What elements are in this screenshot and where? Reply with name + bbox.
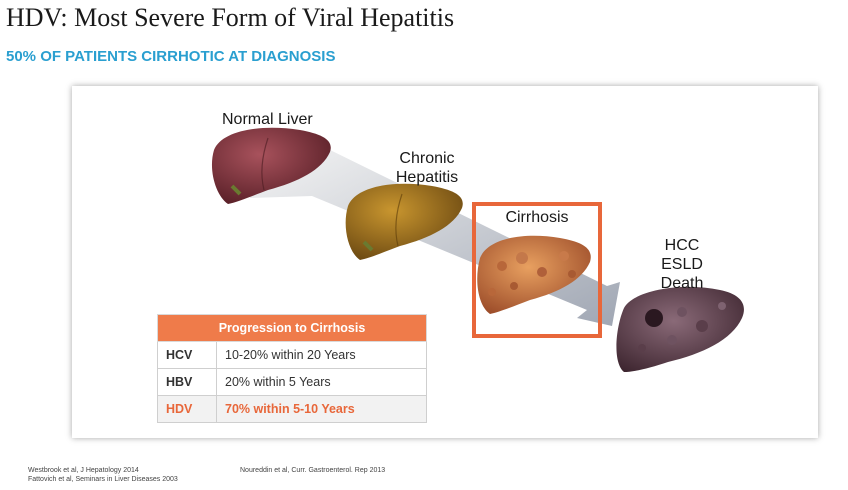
table-row	[158, 342, 427, 369]
slide-title: HDV: Most Severe Form of Viral Hepatitis	[6, 3, 455, 32]
reference-line: Noureddin et al, Curr. Gastroenterol. Rep 2013	[240, 467, 386, 474]
table-cell-virus: HCV	[158, 342, 217, 369]
references-left	[28, 466, 178, 484]
slide-subtitle: 50% OF PATIENTS CIRRHOTIC AT DIAGNOSIS	[6, 48, 336, 65]
progression-table	[157, 314, 427, 423]
progression-table-header: Progression to Cirrhosis	[158, 315, 427, 342]
references-right	[240, 466, 385, 475]
table-row	[158, 369, 427, 396]
stage-label-normal: Normal Liver	[222, 111, 313, 128]
reference-line: Fattovich et al, Seminars in Liver Diseases 2003	[28, 476, 178, 483]
stage-label-end-line3: Death	[660, 275, 704, 292]
stage-label-chronic-line1: Chronic	[399, 150, 455, 167]
table-cell-rate: 10-20% within 20 Years	[217, 342, 427, 369]
stage-label-chronic-line2: Hepatitis	[395, 169, 459, 186]
liver-progression-panel	[72, 86, 818, 438]
table-row-highlight	[158, 396, 427, 423]
stage-label-chronic	[387, 149, 467, 187]
end-stage-liver-image	[616, 287, 744, 372]
stage-label-cirrhosis: Cirrhosis	[505, 209, 569, 226]
stage-label-end-line1: HCC	[664, 237, 700, 254]
stage-label-end	[652, 236, 712, 293]
table-cell-rate: 70% within 5-10 Years	[217, 396, 427, 423]
stage-label-end-line2: ESLD	[661, 256, 703, 273]
table-cell-virus: HBV	[158, 369, 217, 396]
table-cell-rate: 20% within 5 Years	[217, 369, 427, 396]
table-cell-virus: HDV	[158, 396, 217, 423]
reference-line: Westbrook et al, J Hepatology 2014	[28, 467, 139, 474]
